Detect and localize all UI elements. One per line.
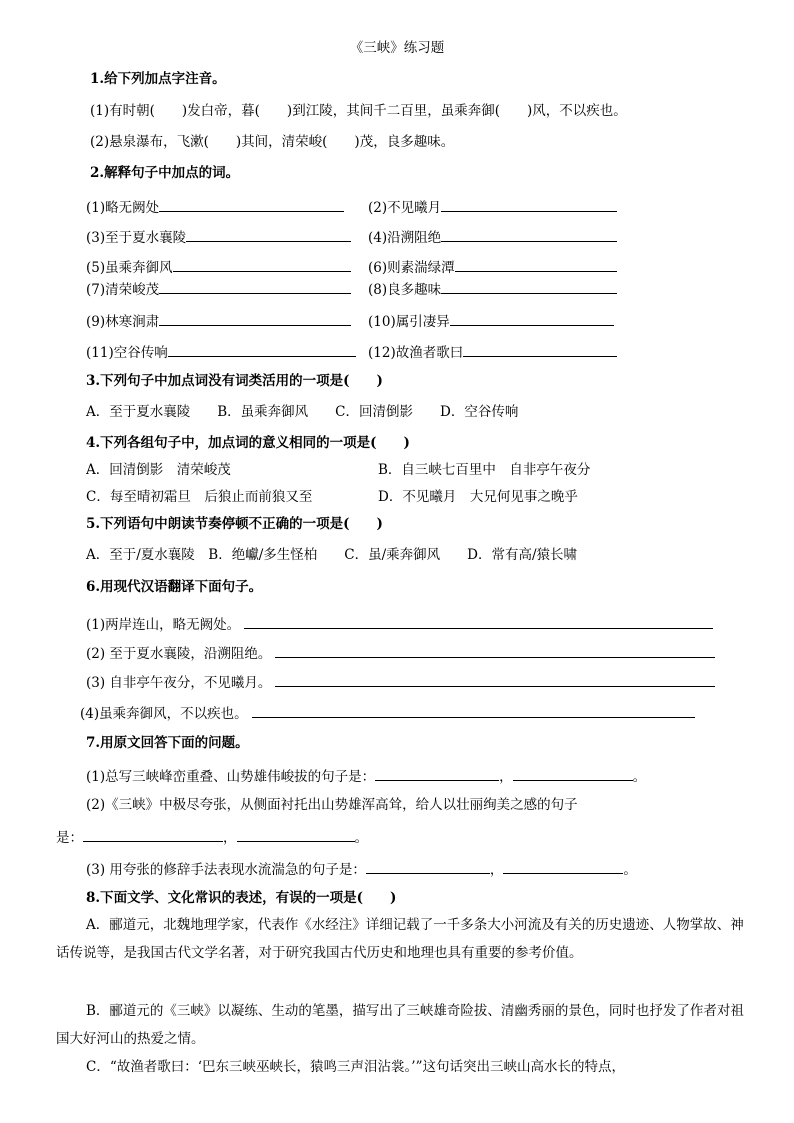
answer-blank[interactable] — [441, 227, 617, 242]
answer-blank[interactable] — [173, 257, 351, 272]
question-8-option-b: B．郦道元的《三峡》以凝练、生动的笔墨，描写出了三峡雄奇险拔、清幽秀丽的景色，同时也抒发了作者对祖国大好河山的热爱之情。 — [56, 1003, 744, 1047]
q2-item: (4)沿溯阻绝 — [368, 227, 617, 247]
answer-blank[interactable] — [503, 859, 623, 874]
q2-item: (2)不见曦月 — [368, 197, 617, 217]
answer-blank[interactable] — [441, 197, 617, 212]
answer-blank[interactable] — [186, 227, 351, 242]
q6-line: (2) 至于夏水襄陵，沿溯阻绝。 — [86, 643, 715, 663]
question-4-option-c: C．每至晴初霜旦 后狼止而前狼又至 — [86, 489, 313, 505]
answer-blank[interactable] — [275, 643, 715, 658]
question-1-line-1: (1)有时朝( )发白帝，暮( )到江陵，其间千二百里，虽乘奔御( )风，不以疾也。 — [90, 103, 627, 119]
answer-blank[interactable] — [275, 672, 715, 687]
question-8-heading: 8.下面文学、文化常识的表述，有误的一项是( ) — [86, 890, 397, 906]
q2-item: (3)至于夏水襄陵 — [86, 227, 351, 247]
q2-item: (12)故渔者歌曰 — [368, 342, 617, 362]
question-4-option-a: A．回清倒影 清荣峻茂 — [86, 462, 231, 478]
answer-blank[interactable] — [463, 342, 617, 357]
q2-item: (8)良多趣味 — [368, 279, 617, 299]
question-4-option-b: B．自三峡七百里中 自非亭午夜分 — [378, 462, 591, 478]
q7-line-3: (3) 用夸张的修辞手法表现水流湍急的句子是： ， 。 — [86, 859, 637, 879]
answer-blank[interactable] — [168, 342, 356, 357]
answer-blank[interactable] — [455, 257, 617, 272]
q6-line: (1)两岸连山，略无阙处。 — [86, 614, 713, 634]
q2-item: (5)虽乘奔御风 — [86, 257, 351, 277]
q2-item: (7)清荣峻茂 — [86, 279, 351, 299]
question-1-heading: 1.给下列加点字注音。 — [90, 71, 226, 87]
q2-item: (6)则素湍绿潭 — [368, 257, 617, 277]
answer-blank[interactable] — [159, 197, 344, 212]
q7-line-1: (1)总写三峡峰峦重叠、山势雄伟峻拔的句子是： ， 。 — [86, 766, 646, 786]
q7-line-2b: 是： ， 。 — [56, 827, 368, 847]
page-title: 《三峡》练习题 — [349, 40, 445, 56]
q2-item: (9)林寒涧肃 — [86, 311, 351, 331]
answer-blank[interactable] — [244, 614, 713, 629]
q6-line: (3) 自非亭午夜分，不见曦月。 — [86, 672, 715, 692]
q2-item: (1)略无阙处 — [86, 197, 344, 217]
answer-blank[interactable] — [513, 766, 633, 781]
q7-line-2a: (2)《三峡》中极尽夸张，从侧面衬托出山势雄浑高耸，给人以壮丽绚美之感的句子 — [86, 797, 578, 813]
question-7-heading: 7.用原文回答下面的问题。 — [86, 735, 249, 751]
question-5-heading: 5.下列语句中朗读节奏停顿不正确的一项是( ) — [86, 516, 383, 532]
answer-blank[interactable] — [83, 827, 223, 842]
answer-blank[interactable] — [252, 703, 695, 718]
question-8-option-a: A．郦道元，北魏地理学家，代表作《水经注》详细记载了一千多条大小河流及有关的历史遗迹、人物掌故、神话传说等，是我国古代文学名著，对于研究我国古代历史和地理也具有重要的参考价值。 — [56, 917, 744, 961]
question-5-options: A．至于/夏水襄陵 B．绝巘/多生怪柏 C．虽/乘奔御风 D．常有高/猿长啸 — [86, 547, 578, 563]
question-3-options: A．至于夏水襄陵 B．虽乘奔御风 C．回清倒影 D．空谷传响 — [86, 404, 519, 420]
question-8-option-c: C．“故渔者歌曰：‘巴东三峡巫峡长，猿鸣三声泪沾裳。’”这句话突出三峡山高水长的特点， — [86, 1059, 625, 1075]
answer-blank[interactable] — [375, 766, 499, 781]
answer-blank[interactable] — [159, 311, 351, 326]
q2-item: (10)属引凄异 — [368, 311, 614, 331]
q2-item: (11)空谷传响 — [86, 342, 356, 362]
q6-line: (4)虽乘奔御风，不以疾也。 — [80, 703, 695, 723]
answer-blank[interactable] — [159, 279, 351, 294]
question-4-heading: 4.下列各组句子中，加点词的意义相同的一项是( ) — [86, 435, 410, 451]
answer-blank[interactable] — [366, 859, 490, 874]
answer-blank[interactable] — [237, 827, 355, 842]
answer-blank[interactable] — [441, 279, 617, 294]
question-1-line-2: (2)悬泉瀑布，飞漱( )其间，清荣峻( )茂，良多趣味。 — [90, 134, 455, 150]
question-3-heading: 3.下列句子中加点词没有词类活用的一项是( ) — [86, 373, 383, 389]
question-2-heading: 2.解释句子中加点的词。 — [90, 165, 240, 181]
question-6-heading: 6.用现代汉语翻译下面句子。 — [86, 579, 263, 595]
question-4-option-d: D．不见曦月 大兄何见事之晚乎 — [378, 489, 578, 505]
answer-blank[interactable] — [450, 311, 614, 326]
